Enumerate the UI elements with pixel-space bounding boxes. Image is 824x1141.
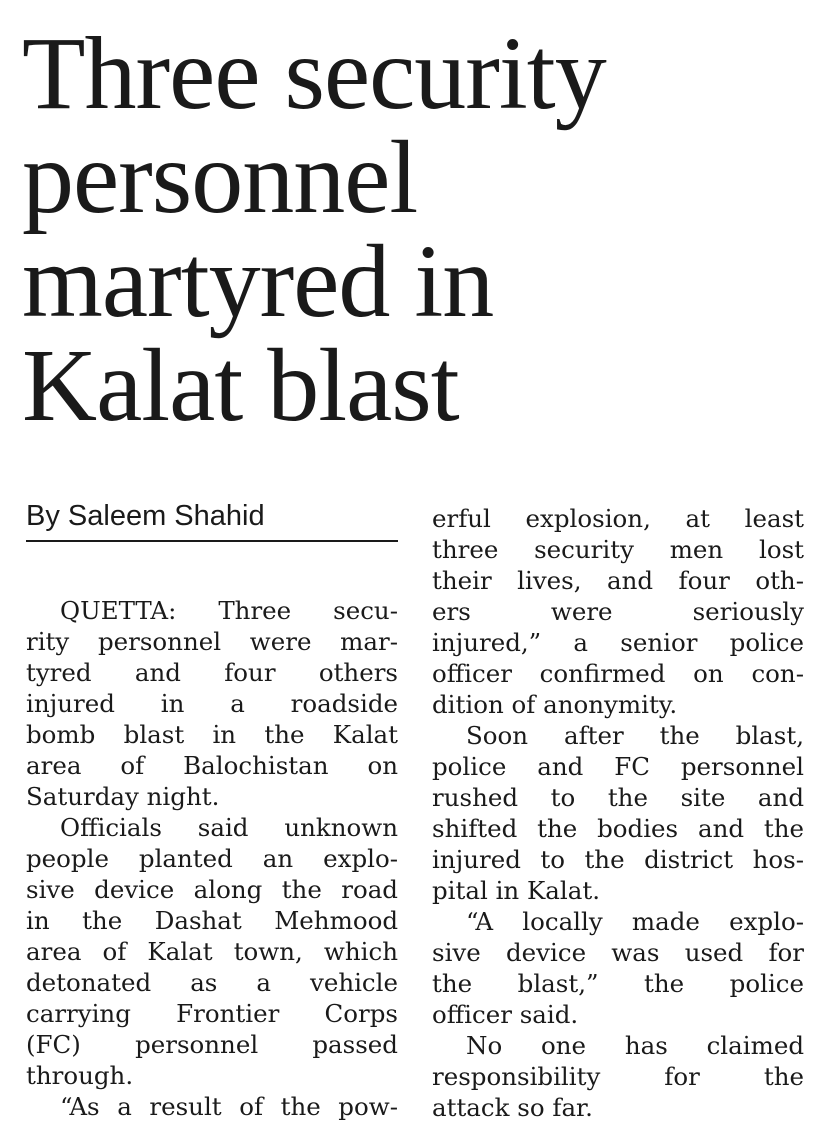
article-text-line: bomb blast in the Kalat (26, 720, 398, 749)
byline: By Saleem Shahid (26, 498, 398, 542)
article-text-line: attack so far. (432, 1093, 593, 1122)
headline (22, 16, 812, 443)
article-column-1 (26, 595, 398, 1122)
headline-line: personnel (22, 120, 418, 235)
article-text-line: in the Dashat Mehmood (26, 906, 398, 935)
article-text-line: area of Kalat town, which (26, 937, 398, 966)
article-text-line: through. (26, 1061, 134, 1090)
article-text-line: injured in a roadside (26, 689, 398, 718)
article-column-2 (432, 503, 804, 1123)
article-text-line: sive device was used for (432, 938, 804, 967)
article-text-line: sive device along the road (26, 875, 398, 904)
article-text-line: the blast,” the police (432, 969, 804, 998)
article-text-line: shifted the bodies and the (432, 814, 804, 843)
article-text-line: erful explosion, at least (432, 504, 804, 533)
article-text-line: three security men lost (432, 535, 804, 564)
article-text-line: (FC) personnel passed (26, 1030, 398, 1059)
article-text-line: officer said. (432, 1000, 579, 1029)
article-text-line: ers were seriously (432, 597, 804, 626)
headline-line: Kalat blast (22, 328, 459, 443)
article-text-line: “As a result of the pow- (60, 1092, 398, 1121)
article-text-line: people planted an explo- (26, 844, 398, 873)
article-text-line: area of Balochistan on (26, 751, 398, 780)
article-text-line: carrying Frontier Corps (26, 999, 398, 1028)
article-text-line: Saturday night. (26, 782, 220, 811)
article-text-line: detonated as a vehicle (26, 968, 398, 997)
headline-line: martyred in (22, 224, 494, 339)
article-text-line: “A locally made explo- (466, 907, 804, 936)
article-text-line: rity personnel were mar- (26, 627, 398, 656)
article-text-line: responsibility for the (432, 1062, 804, 1091)
headline-line: Three security (22, 16, 606, 131)
article-text-line: tyred and four others (26, 658, 398, 687)
article-text-line: pital in Kalat. (432, 876, 600, 905)
article-text-line: injured to the district hos- (432, 845, 804, 874)
article-text-line: injured,” a senior police (432, 628, 804, 657)
article-text-line: Officials said unknown (60, 813, 398, 842)
article-text-line: Soon after the blast, (466, 721, 804, 750)
article-text-line: dition of anonymity. (432, 690, 678, 719)
article-text-line: rushed to the site and (432, 783, 804, 812)
article-text-line: police and FC personnel (432, 752, 804, 781)
article-text-line: No one has claimed (466, 1031, 804, 1060)
article-text-line: their lives, and four oth- (432, 566, 804, 595)
article-text-line: officer confirmed on con- (432, 659, 804, 688)
article-text-line: QUETTA: Three secu- (60, 596, 398, 625)
